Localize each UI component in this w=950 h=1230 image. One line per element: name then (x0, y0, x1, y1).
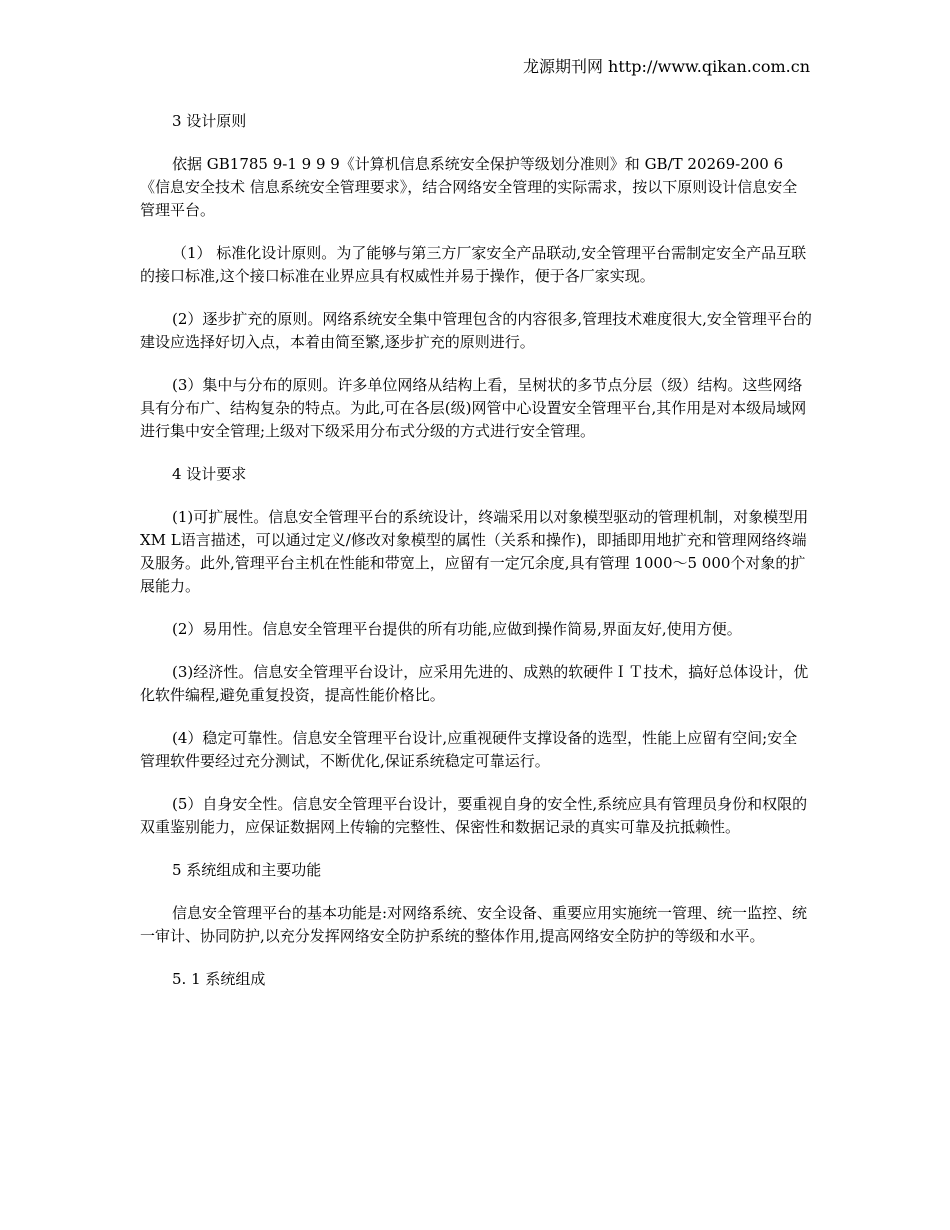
paragraph-requirement-3: (3)经济性。信息安全管理平台设计，应采用先进的、成熟的软硬件ＩＴ技术，搞好总体设计，优化软件编程,避免重复投资，提高性能价格比。 (140, 663, 809, 704)
section-heading-5: 5 系统组成和主要功能 (172, 861, 322, 879)
paragraph-principle-1: （1） 标准化设计原则。为了能够与第三方厂家安全产品联动,安全管理平台需制定安全产品互联的接口标准,这个接口标准在业界应具有权威性并易于操作，便于各厂家实现。 (140, 244, 807, 285)
paragraph-principle-2: (2）逐步扩充的原则。网络系统安全集中管理包含的内容很多,管理技术难度很大,安全管理平台的建设应选择好切入点，本着由简至繁,逐步扩充的原则进行。 (140, 310, 812, 351)
paragraph-requirement-5: (5）自身安全性。信息安全管理平台设计，要重视自身的安全性,系统应具有管理员身份和权限的双重鉴别能力，应保证数据网上传输的完整性、保密性和数据记录的真实可靠及抗抵赖性。 (140, 795, 808, 836)
paragraph-requirement-4: (4）稳定可靠性。信息安全管理平台设计,应重视硬件支撑设备的选型，性能上应留有空间;安全管理软件要经过充分测试，不断优化,保证系统稳定可靠运行。 (140, 729, 798, 770)
article-body (140, 110, 812, 991)
section-heading-4: 4 设计要求 (172, 465, 247, 483)
paragraph-requirement-1: (1)可扩展性。信息安全管理平台的系统设计，终端采用以对象模型驱动的管理机制，对象模型用 XM L语言描述，可以通过定义/修改对象模型的属性（关系和操作)，即插即用地扩充和管理网络终端及服务。此外,管理平台主机在性能和带宽上，应留有一定冗余度,具有管理 1000～5 000个对象的扩展能力。 (140, 508, 809, 595)
subsection-heading-5-1: 5. 1 系统组成 (172, 970, 266, 988)
paragraph-principle-3: (3）集中与分布的原则。许多单位网络从结构上看，呈树状的多节点分层（级）结构。这些网络具有分布广、结构复杂的特点。为此,可在各层(级)网管中心设置安全管理平台,其作用是对本级局域网进行集中安全管理;上级对下级采用分布式分级的方式进行安全管理。 (140, 376, 807, 440)
site-header: 龙源期刊网 http://www.qikan.com.cn (522, 57, 810, 76)
section-heading-3: 3 设计原则 (172, 112, 247, 130)
paragraph-basis: 依据 GB1785 9-1 9 9 9《计算机信息系统安全保护等级划分准则》和 GB/T 20269-200 6《信息安全技术 信息系统安全管理要求》，结合网络安全管理的实际需求，按以下原则设计信息安全管理平台。 (140, 155, 798, 219)
paragraph-basic-function: 信息安全管理平台的基本功能是:对网络系统、安全设备、重要应用实施统一管理、统一监控、统一审计、协同防护,以充分发挥网络安全防护系统的整体作用,提高网络安全防护的等级和水平。 (140, 904, 808, 945)
paragraph-requirement-2: (2）易用性。信息安全管理平台提供的所有功能,应做到操作简易,界面友好,使用方便。 (172, 620, 742, 638)
